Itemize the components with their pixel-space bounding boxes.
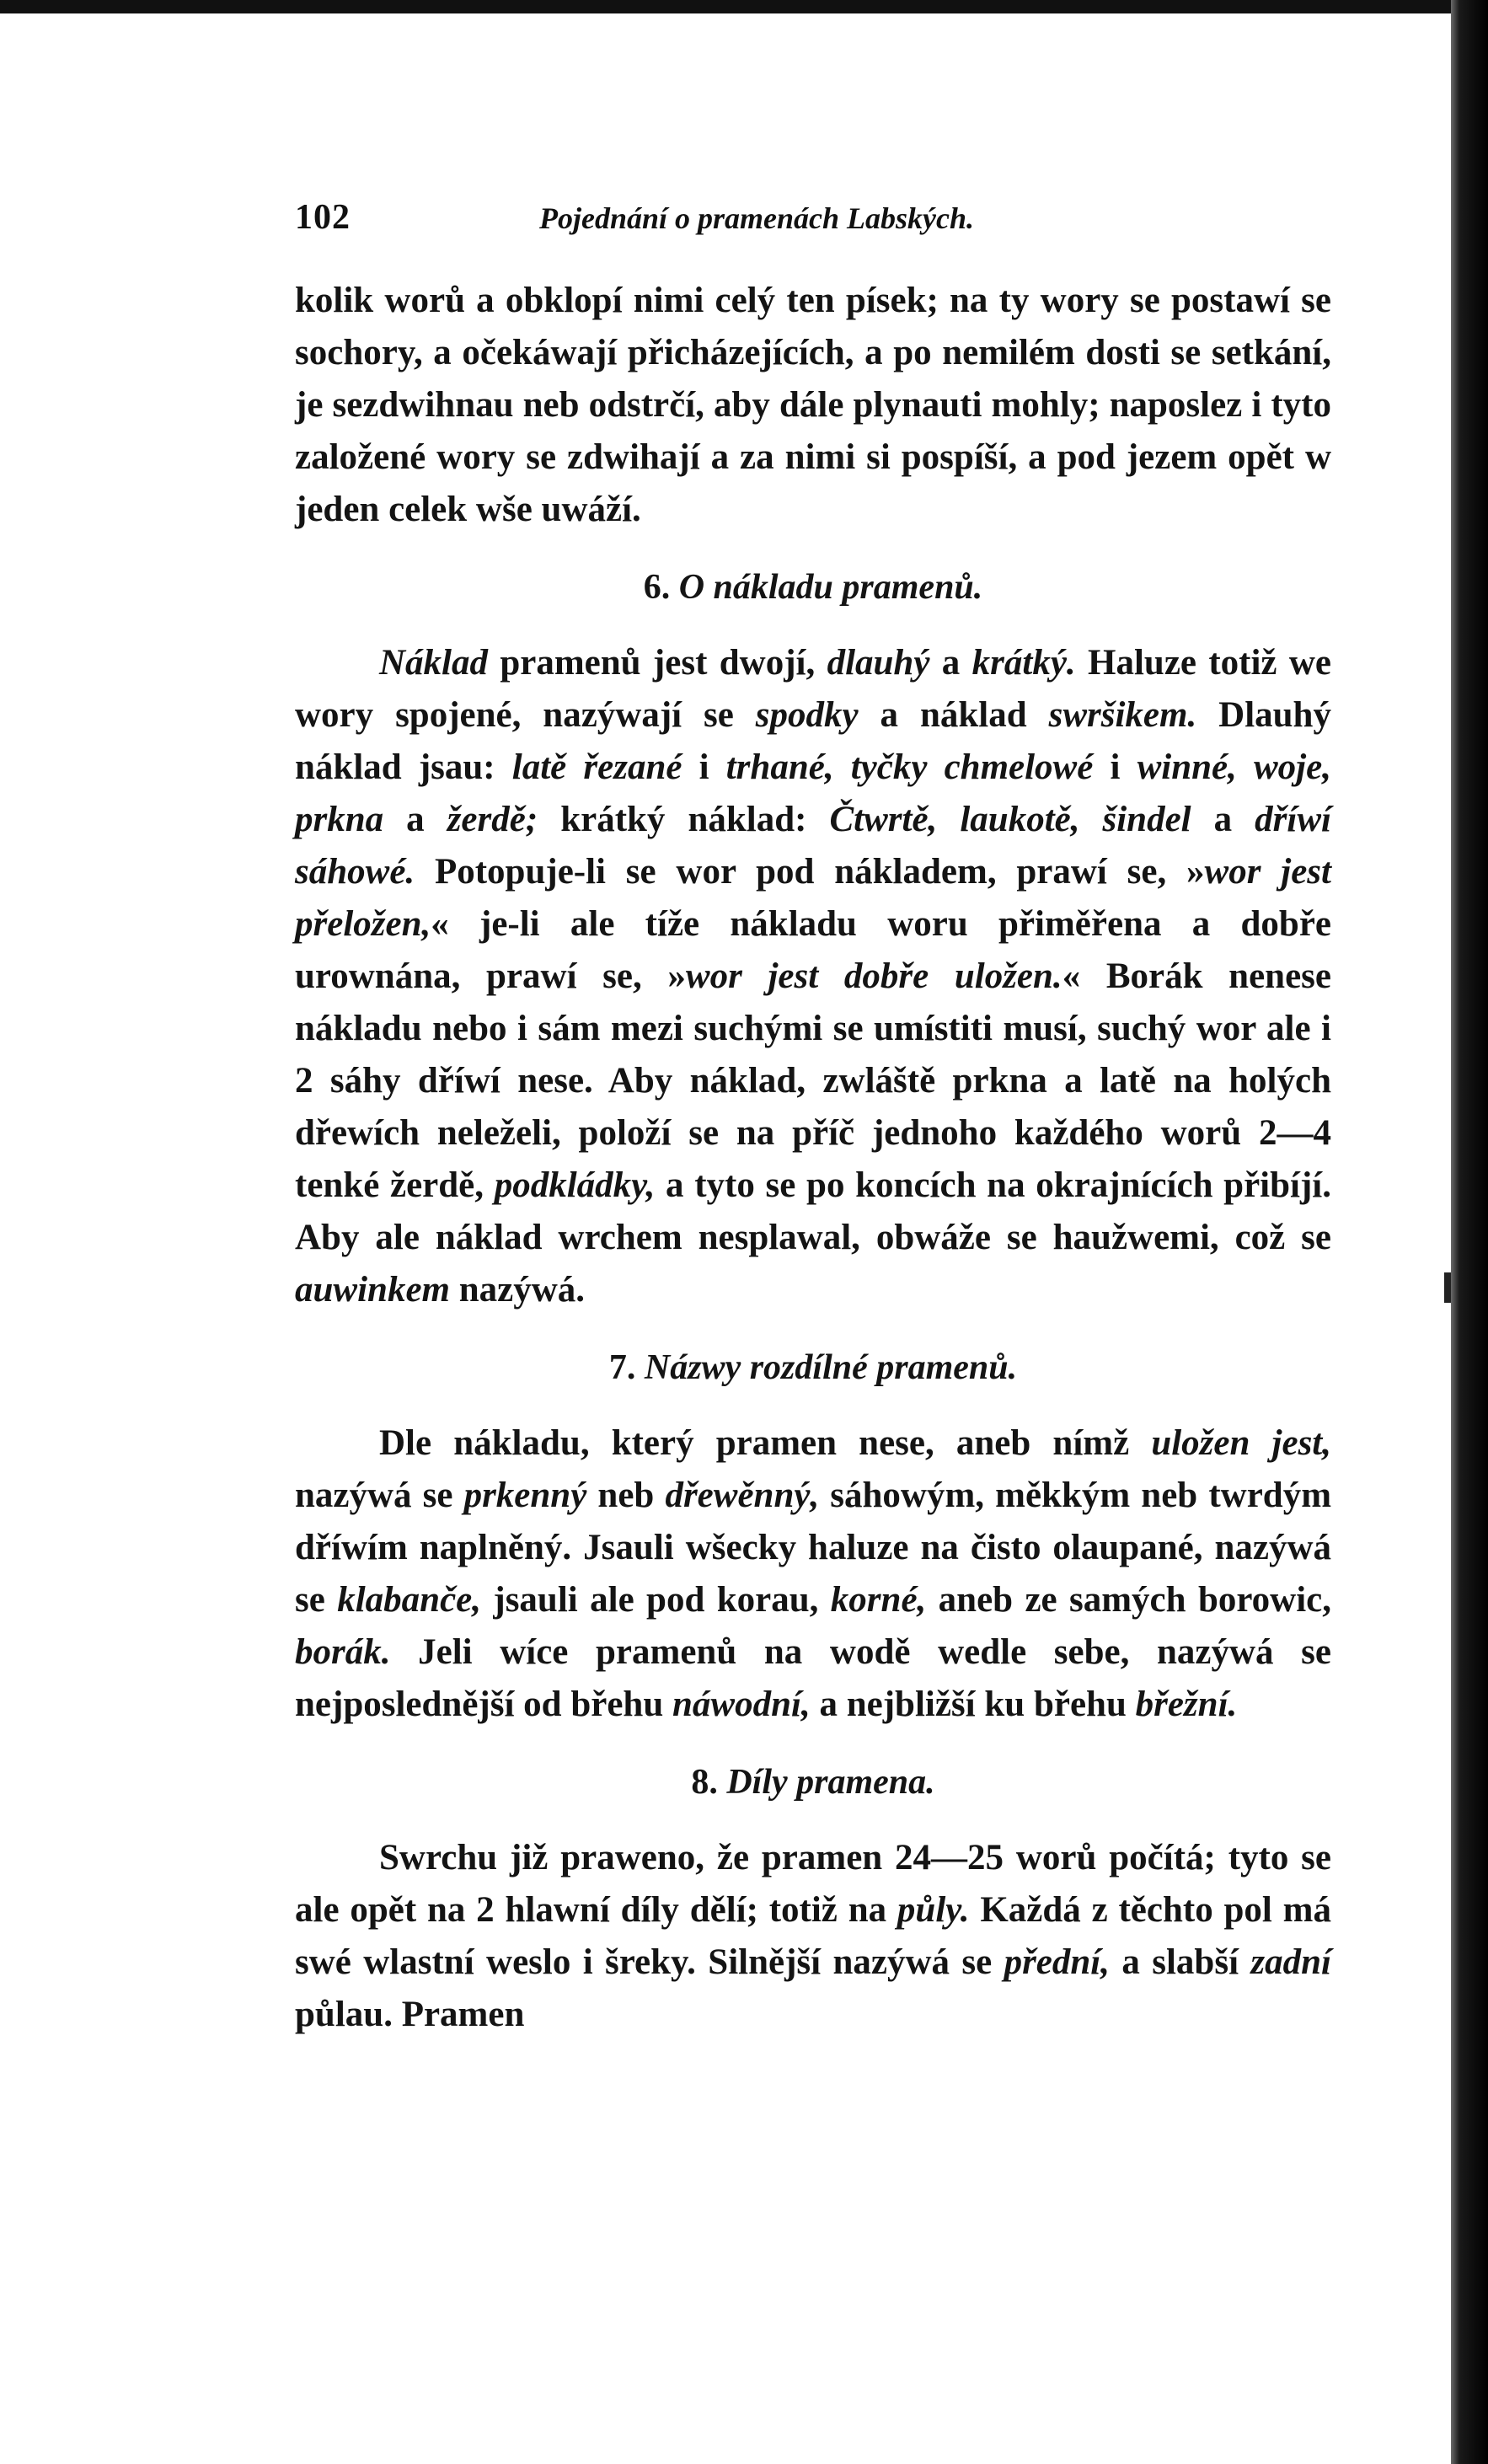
text-run: Každá z těchto pol má swé wlastní weslo i šreky. Silnější nazýwá se: [295, 1890, 1332, 1982]
term: borák.: [295, 1632, 391, 1672]
section-number: 6.: [643, 568, 671, 607]
section-title: O nákladu pramenů.: [678, 568, 983, 607]
text-run: a náklad: [858, 695, 1049, 735]
section-number: 7.: [608, 1348, 636, 1387]
term: dlauhý: [827, 643, 930, 683]
term: zadní: [1250, 1942, 1331, 1982]
term: trhané, tyčky chmelowé: [725, 747, 1094, 787]
paragraph-section-7: [295, 1417, 1331, 1731]
text-run: aneb ze samých borowic,: [926, 1580, 1331, 1620]
term: náwodní,: [672, 1685, 811, 1724]
section-number: 8.: [691, 1763, 718, 1802]
text-run: i: [682, 747, 726, 787]
text-run: « Borák nenese nákladu nebo i sám mezi suchými se umístiti musí, suchý wor ale i 2 sáhy dříwí nese. Aby náklad, zwláště prkna a latě na holých dřewích neleželi, položí se na příč jednoho každého worů 2—4 tenké žerdě,: [295, 956, 1332, 1205]
scan-border-right: [1451, 0, 1488, 2464]
text-run: neb: [586, 1476, 666, 1515]
term: korné,: [830, 1580, 927, 1620]
text-run: nazýwá.: [450, 1270, 586, 1310]
text-run: nazýwá se: [295, 1476, 464, 1515]
section-title: Názwy rozdílné pramenů.: [644, 1348, 1018, 1387]
term: Náklad: [379, 643, 488, 683]
text-run: i: [1093, 747, 1137, 787]
text-run: a slabší: [1110, 1942, 1251, 1982]
term: dříwí sáhowé.: [295, 800, 1331, 892]
term: Čtwrtě, laukotě, šindel: [829, 800, 1191, 839]
section-heading-8: [295, 1756, 1331, 1808]
section-title: Díly pramena.: [726, 1763, 935, 1802]
text-run: Haluze totiž we wory spojené, nazýwají se: [295, 643, 1331, 735]
text-run: Potopuje-li se wor pod nákladem, prawí se, »: [415, 852, 1205, 892]
running-title: Pojednání o pramenách Labských.: [539, 201, 975, 235]
section-heading-7: [295, 1342, 1331, 1394]
text-run: a: [1191, 800, 1255, 839]
quote: wor jest přeložen,: [295, 852, 1331, 944]
text-run: půlau. Pramen: [295, 1995, 525, 2034]
term: břežní.: [1135, 1685, 1238, 1724]
term: dřewěnný,: [665, 1476, 820, 1515]
term: žerdě;: [447, 800, 538, 839]
text-run: Dle nákladu, který pramen nese, aneb nímž: [379, 1423, 1152, 1463]
term: swršikem.: [1048, 695, 1197, 735]
term: latě řezané: [511, 747, 682, 787]
page-number: 102: [295, 198, 351, 237]
text-run: a nejbližší ku břehu: [810, 1685, 1136, 1724]
term: klabanče,: [337, 1580, 481, 1620]
text-run: a: [383, 800, 447, 839]
quote: wor jest dobře uložen.: [685, 956, 1062, 996]
text-run: « je-li ale tíže nákladu woru přiměřena a dobře urownána, prawí se, »: [295, 904, 1331, 996]
term: půly.: [897, 1890, 970, 1930]
text-run: krátký náklad:: [538, 800, 830, 839]
term: prkenný: [463, 1476, 587, 1515]
text-run: pramenů jest dwojí,: [488, 643, 827, 683]
text-run: Dlauhý náklad jsau:: [295, 695, 1331, 787]
text-run: Swrchu již praweno, že pramen 24—25 worů počítá; tyto se ale opět na 2 hlawní díly dělí; totiž na: [295, 1838, 1331, 1930]
text-run: Jeli wíce pramenů na wodě wedle sebe, nazýwá se nejposlednější od břehu: [295, 1632, 1331, 1724]
term: winné, woje, prkna: [295, 747, 1331, 839]
text-run: a: [929, 643, 972, 683]
section-heading-6: [295, 561, 1331, 613]
text-run: jsauli ale pod korau,: [481, 1580, 831, 1620]
paragraph-section-6: [295, 637, 1331, 1316]
page-header: [295, 197, 1331, 251]
term: uložen jest,: [1151, 1423, 1331, 1463]
text-run: sáhowým, měkkým neb twrdým dříwím naplněný. Jsauli wšecky haluze na čisto olaupané, nazýwá se: [295, 1476, 1332, 1620]
term: spodky: [755, 695, 859, 735]
term: auwinkem: [295, 1270, 450, 1310]
term: podkládky,: [494, 1165, 656, 1205]
text-run: a tyto se po koncích na okrajnících přibíjí. Aby ale náklad wrchem nesplawal, obwáže se haužwemi, což se: [295, 1165, 1331, 1257]
page-body: [295, 275, 1331, 2041]
term: krátký.: [971, 643, 1076, 683]
paragraph-section-8: [295, 1832, 1331, 2041]
paragraph-continuation: kolik worů a obklopí nimi celý ten písek; na ty wory se postawí se sochory, a očekáwají přicházejících, a po nemilém dosti se setkání, je sezdwihnau neb odstrčí, aby dále plynauti mohly; naposlez i tyto založené wory se zdwihají a za nimi si pospíší, a pod jezem opět w jeden celek wše uwáží.: [295, 281, 1331, 529]
term: přední,: [1004, 1942, 1111, 1982]
